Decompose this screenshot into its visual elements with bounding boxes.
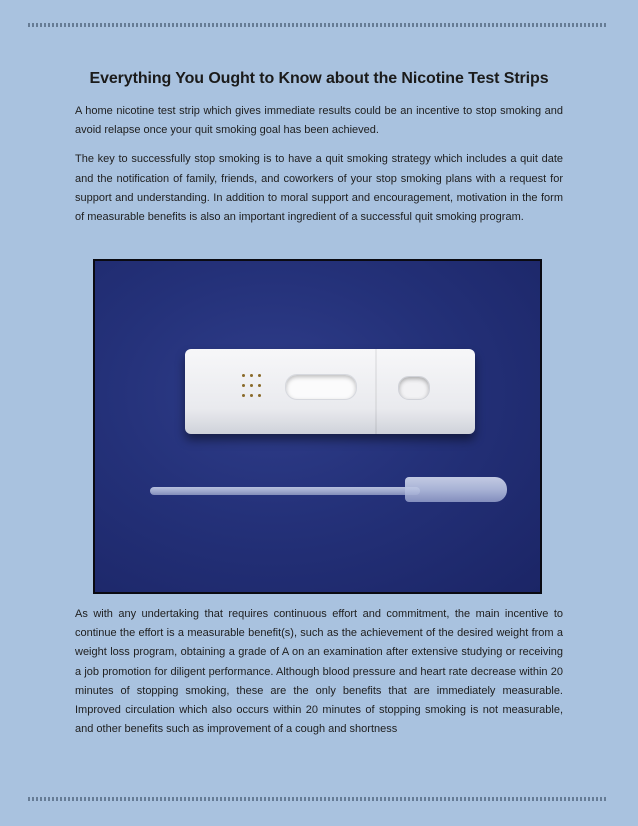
article-continued bbox=[75, 605, 563, 749]
article bbox=[75, 70, 563, 237]
test-strip-photo bbox=[93, 259, 542, 594]
paragraph-strategy: The key to successfully stop smoking is to have a quit smoking strategy which includes a quit date and the notification of family, friends, and coworkers of your stop smoking plans with a request for support and understanding. In addition to moral support and encouragement, motivation in the form of measurable benefits is also an important ingredient of a successful quit smoking program. bbox=[75, 153, 563, 224]
page-title: Everything You Ought to Know about the Nicotine Test Strips bbox=[89, 70, 549, 87]
nicotine-test-cassette bbox=[185, 349, 475, 434]
sample-well bbox=[398, 376, 430, 400]
pipette-icon bbox=[150, 487, 420, 495]
result-window bbox=[285, 374, 357, 400]
photo-background bbox=[95, 261, 540, 592]
bottom-dotted-rule bbox=[28, 797, 608, 801]
pipette-bulb bbox=[405, 477, 507, 502]
cassette-dots bbox=[242, 374, 264, 404]
paragraph-benefits: As with any undertaking that requires continuous effort and commitment, the main incentive to continue the effort is a measurable benefit(s), such as the achievement of the desired weight from a weight loss program, obtaining a grade of A on an examination after extensive studying or receiving a job promotion for diligent performance. Although blood pressure and heart rate decrease within 20 minutes of stopping smoking, these are the only benefits that are immediately measurable. Improved circulation which also occurs within 20 minutes of stopping smoking is not measurable, and other benefits such as improvement of a cough and shortness bbox=[75, 608, 563, 736]
top-dotted-rule bbox=[28, 23, 608, 27]
paragraph-intro: A home nicotine test strip which gives immediate results could be an incentive to stop smoking and avoid relapse once your quit smoking goal has been achieved. bbox=[75, 105, 563, 137]
